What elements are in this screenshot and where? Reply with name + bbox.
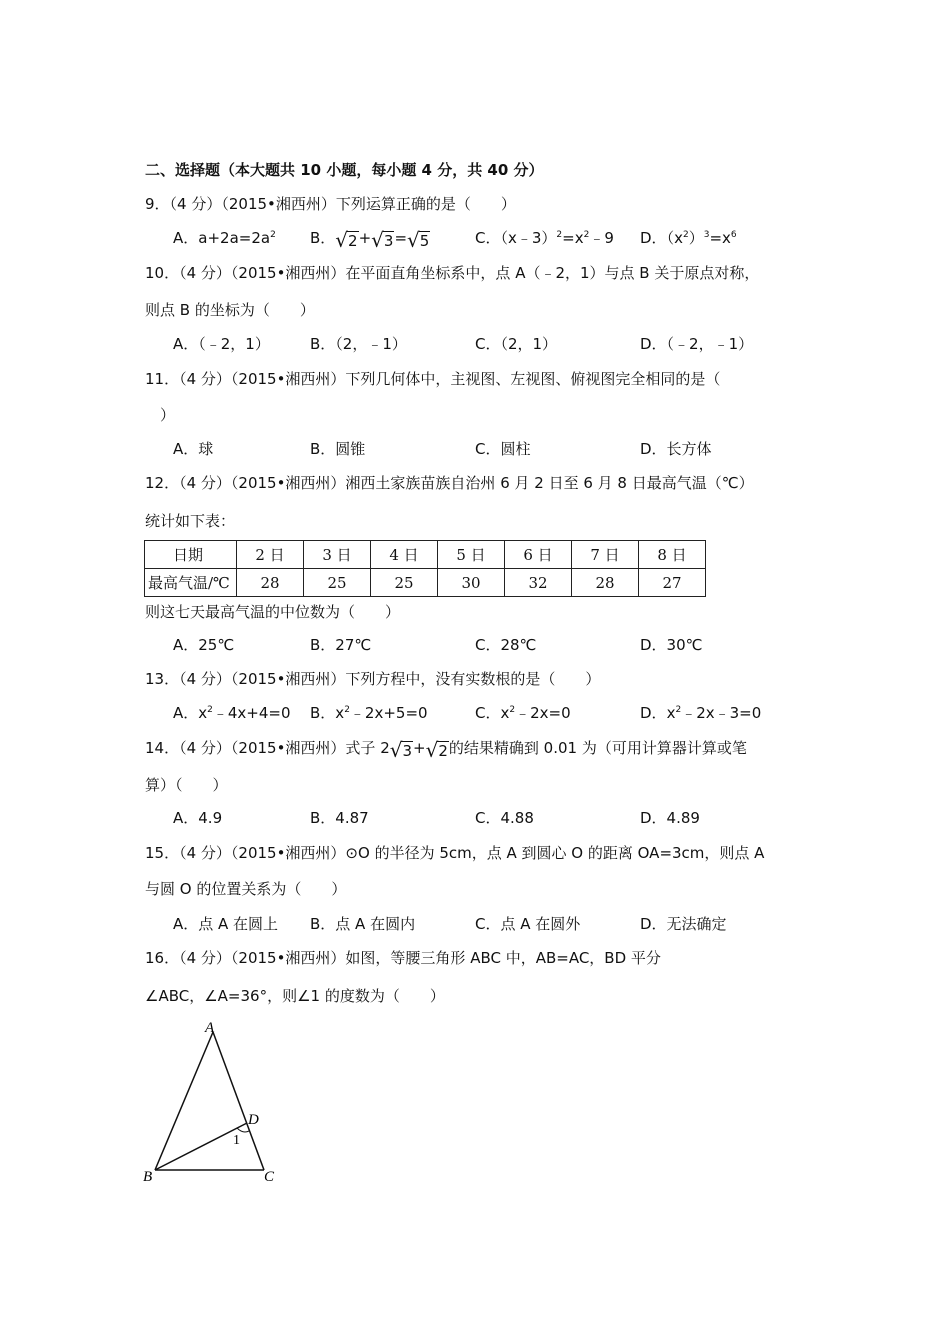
question-9-stem: 9．（4 分）（2015•湘西州）下列运算正确的是（ ） (145, 195, 516, 213)
q9-option-d: D．$(x^2)^3=x^6$ (640, 229, 737, 247)
question-15-stem-line2: 与圆 O 的位置关系为（ ） (145, 880, 347, 898)
q13-option-a: A．$x^2﹣4x+4=0$ (173, 704, 291, 722)
q9-option-c: C．$(x﹣3)^2=x^2﹣9$ (475, 229, 614, 247)
q11-option-b: B．圆锥 (310, 440, 366, 458)
q14-option-d: D．4.89 (640, 809, 700, 827)
q15-option-d: D．无法确定 (640, 915, 727, 933)
side-ab (155, 1032, 213, 1170)
table-cell: 7 日 (572, 541, 639, 569)
q10-option-b: B．（2，﹣1） (310, 335, 407, 353)
table-cell: 25 (304, 569, 371, 597)
sqrt-symbol: √ 2 (335, 228, 358, 252)
sqrt-symbol: √ 5 (407, 228, 430, 252)
table-cell: 28 (572, 569, 639, 597)
table-cell: 4 日 (371, 541, 438, 569)
vertex-a-label: A (205, 1020, 215, 1036)
q10-option-c: C．（2，1） (475, 335, 558, 353)
table-cell: 8 日 (639, 541, 706, 569)
q13-option-b: B．$x^2﹣2x+5=0$ (310, 704, 428, 722)
q9-option-b: B． √ 2 + √ 3 = √ 5 (310, 228, 430, 252)
sqrt-symbol: √ 3 (371, 228, 394, 252)
q11-option-d: D．长方体 (640, 440, 712, 458)
point-d-label: D (248, 1112, 259, 1128)
question-15-stem-line1: 15．（4 分）（2015•湘西州）⊙O 的半径为 5cm，点 A 到圆心 O 的距离 OA=3cm，则点 A (145, 844, 765, 862)
question-11-stem-line2: ） (160, 406, 176, 424)
table-cell: 28 (237, 569, 304, 597)
q15-option-a: A．点 A 在圆上 (173, 915, 279, 933)
question-14-stem-line2: 算）（ ） (145, 776, 228, 794)
q14-option-b: B．4.87 (310, 809, 369, 827)
table-cell: 25 (371, 569, 438, 597)
q14-option-a: A．4.9 (173, 809, 223, 827)
table-cell: 27 (639, 569, 706, 597)
question-12-stem-line1: 12．（4 分）（2015•湘西州）湘西土家族苗族自治州 6 月 2 日至 6 月 8 日最高气温（℃） (145, 474, 754, 492)
question-10-stem-line2: 则点 B 的坐标为（ ） (145, 301, 315, 319)
question-12-stem-line2: 统计如下表： (145, 512, 236, 530)
sqrt-symbol: √ 3 (389, 738, 413, 762)
table-cell: 2 日 (237, 541, 304, 569)
question-13-stem: 13．（4 分）（2015•湘西州）下列方程中，没有实数根的是（ ） (145, 670, 601, 688)
q12-option-c: C．28℃ (475, 636, 537, 654)
angle-1-arc (237, 1128, 249, 1132)
question-11-stem-line1: 11．（4 分）（2015•湘西州）下列几何体中，主视图、左视图、俯视图完全相同的是（ (145, 370, 721, 388)
q9-option-a: A．$a+2a=2a^2$ (173, 229, 276, 247)
table-header-row (145, 541, 706, 569)
table-cell: 5 日 (438, 541, 505, 569)
question-10-stem-line1: 10．（4 分）（2015•湘西州）在平面直角坐标系中，点 A（﹣2，1）与点 B 关于原点对称， (145, 264, 760, 282)
q10-option-d: D．（﹣2，﹣1） (640, 335, 754, 353)
q11-option-c: C．圆柱 (475, 440, 531, 458)
q10-option-a: A．（﹣2，1） (173, 335, 270, 353)
sqrt-symbol: √ 2 (425, 738, 448, 762)
q12-option-b: B．27℃ (310, 636, 372, 654)
q12-option-d: D．30℃ (640, 636, 703, 654)
q12-option-a: A．25℃ (173, 636, 235, 654)
question-14-stem-line1: 14．（4 分）（2015•湘西州）式子 2 √ 3 + √ 2 的结果精确到 0.01 为（可用计算器计算或笔 (145, 738, 747, 762)
table-cell: 32 (505, 569, 572, 597)
q15-option-b: B．点 A 在圆内 (310, 915, 416, 933)
table-cell: 6 日 (505, 541, 572, 569)
question-16-stem-line2: ∠ABC，∠A=36°，则∠1 的度数为（ ） (145, 987, 445, 1005)
q13-option-d: D．$x^2﹣2x﹣3=0$ (640, 704, 762, 722)
table-cell: 30 (438, 569, 505, 597)
table-cell: 日期 (145, 541, 237, 569)
q11-option-a: A．球 (173, 440, 214, 458)
q15-option-c: C．点 A 在圆外 (475, 915, 581, 933)
q14-option-c: C．4.88 (475, 809, 534, 827)
question-16-stem-line1: 16．（4 分）（2015•湘西州）如图，等腰三角形 ABC 中，AB=AC，BD 平分 (145, 949, 661, 967)
angle-1-label: 1 (233, 1133, 240, 1148)
side-ac (213, 1032, 264, 1170)
question-12-stem-line3: 则这七天最高气温的中位数为（ ） (145, 603, 401, 621)
section-title: 二、选择题（本大题共 10 小题，每小题 4 分，共 40 分） (145, 161, 544, 179)
triangle-figure (135, 1020, 295, 1190)
vertex-b-label: B (143, 1169, 153, 1185)
table-row-label: 最高气温/℃ (145, 569, 237, 597)
table-row (145, 569, 706, 597)
temperature-table (144, 540, 706, 597)
q13-option-c: C．$x^2﹣2x=0$ (475, 704, 571, 722)
vertex-c-label: C (264, 1169, 275, 1185)
table-cell: 3 日 (304, 541, 371, 569)
